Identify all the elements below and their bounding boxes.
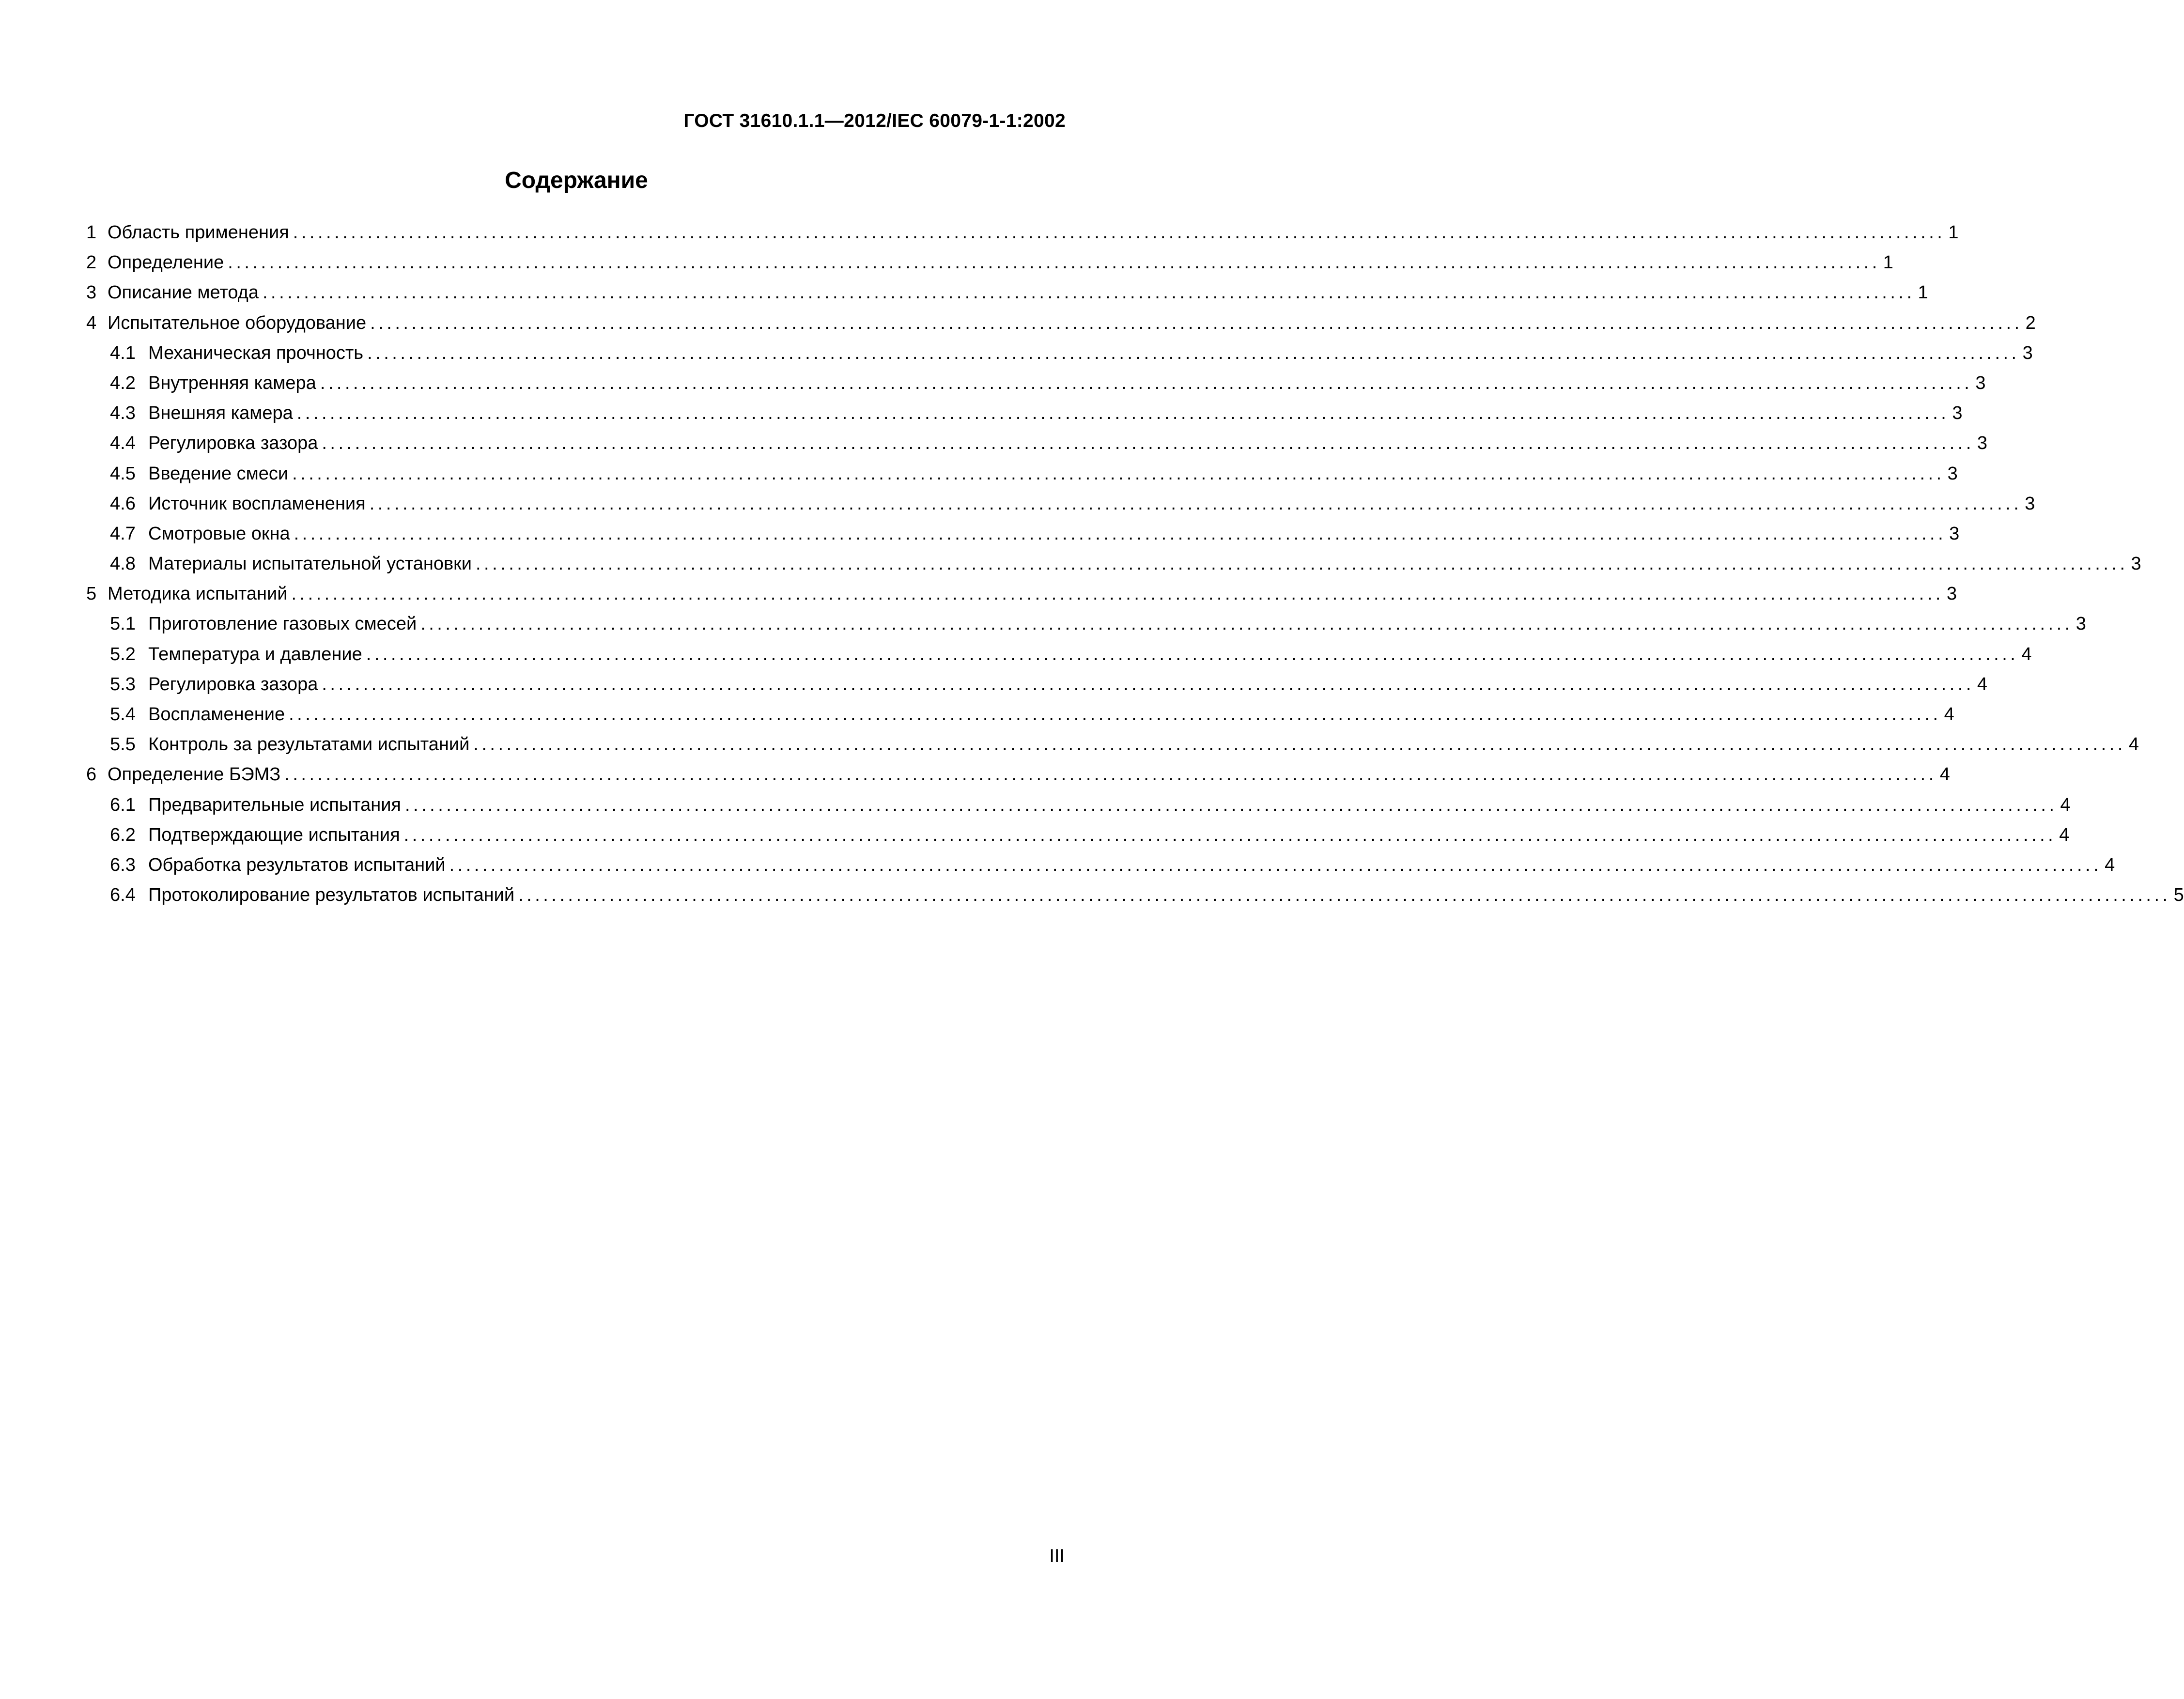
toc-entry-number: 5.3 xyxy=(110,674,136,695)
toc-entry[interactable] xyxy=(86,790,2071,820)
page-header-standard: ГОСТ 31610.1.1—2012/IEC 60079-1-1:2002 xyxy=(683,110,1066,131)
toc-entry-number: 1 xyxy=(86,222,97,243)
toc-entry[interactable] xyxy=(86,759,1950,789)
toc-leader-dots: ........................................................................................................................................................................................................ xyxy=(476,554,2128,574)
toc-entry-page: 1 xyxy=(1883,252,1893,273)
toc-entry-number: 4.7 xyxy=(110,523,136,544)
toc-list xyxy=(86,217,2184,910)
toc-entry-number: 6.2 xyxy=(110,824,136,845)
toc-entry-number: 5.4 xyxy=(110,704,136,725)
toc-leader-dots: ........................................................................................................................................................................................................ xyxy=(405,794,2058,815)
toc-entry-title: Подтверждающие испытания xyxy=(148,824,400,845)
toc-entry[interactable] xyxy=(86,459,1958,489)
toc-entry-page: 4 xyxy=(2105,854,2115,875)
toc-entry-number: 4.6 xyxy=(110,493,136,514)
toc-entry-number: 5.5 xyxy=(110,734,136,755)
toc-entry-number: 5.1 xyxy=(110,614,136,634)
toc-entry-page: 4 xyxy=(1977,674,1988,695)
toc-entry[interactable] xyxy=(86,368,1986,398)
toc-entry-title: Определение БЭМЗ xyxy=(108,764,281,785)
toc-leader-dots: ........................................................................................................................................................................................................ xyxy=(284,764,1937,785)
toc-entry-title: Внешняя камера xyxy=(148,403,293,424)
toc-entry-page: 3 xyxy=(1977,433,1988,454)
page-number: III xyxy=(1049,1546,1065,1566)
toc-entry-page: 4 xyxy=(2059,824,2070,845)
toc-entry-title: Определение xyxy=(108,252,224,273)
toc-entry-title: Источник воспламенения xyxy=(148,493,366,514)
toc-entry[interactable] xyxy=(86,338,2033,368)
toc-entry-page: 4 xyxy=(2021,644,2032,664)
toc-entry-page: 4 xyxy=(1939,764,1950,785)
toc-entry-page: 4 xyxy=(2128,734,2139,755)
toc-entry-page: 2 xyxy=(2025,312,2036,333)
toc-entry-title: Приготовление газовых смесей xyxy=(148,614,417,634)
toc-entry-title: Механическая прочность xyxy=(148,342,364,363)
toc-entry-page: 3 xyxy=(2131,554,2141,574)
toc-leader-dots: ........................................................................................................................................................................................................ xyxy=(473,734,2126,755)
toc-leader-dots: ........................................................................................................................................................................................................ xyxy=(289,704,1941,725)
toc-entry[interactable] xyxy=(86,669,1988,699)
toc-entry[interactable] xyxy=(86,217,1959,247)
toc-entry-number: 4 xyxy=(86,312,97,333)
toc-leader-dots: ........................................................................................................................................................................................................ xyxy=(322,674,1974,695)
toc-leader-dots: ........................................................................................................................................................................................................ xyxy=(291,584,1944,604)
toc-entry[interactable] xyxy=(86,519,1960,549)
toc-entry-title: Методика испытаний xyxy=(108,584,288,604)
toc-entry-number: 6 xyxy=(86,764,97,785)
toc-leader-dots: ........................................................................................................................................................................................................ xyxy=(366,644,2019,664)
toc-entry[interactable] xyxy=(86,850,2115,880)
toc-entry-title: Смотровые окна xyxy=(148,523,290,544)
toc-entry-page: 3 xyxy=(2025,493,2035,514)
toc-entry[interactable] xyxy=(86,428,1988,458)
toc-entry[interactable] xyxy=(86,549,2141,579)
toc-entry[interactable] xyxy=(86,308,2036,338)
toc-title: Содержание xyxy=(505,168,648,193)
toc-entry-title: Материалы испытательной установки xyxy=(148,554,472,574)
toc-entry-title: Температура и давление xyxy=(148,644,362,664)
toc-entry-page: 3 xyxy=(1949,523,1960,544)
toc-entry-number: 4.1 xyxy=(110,342,136,363)
toc-entry-number: 4.8 xyxy=(110,554,136,574)
toc-entry-page: 4 xyxy=(1944,704,1954,725)
toc-entry-number: 6.4 xyxy=(110,885,136,906)
toc-leader-dots: ........................................................................................................................................................................................................ xyxy=(518,885,2171,906)
toc-entry-title: Внутренняя камера xyxy=(148,372,316,393)
toc-entry[interactable] xyxy=(86,278,1928,308)
toc-entry-title: Регулировка зазора xyxy=(148,674,318,695)
toc-entry[interactable] xyxy=(86,489,2035,519)
toc-entry[interactable] xyxy=(86,880,2184,910)
toc-leader-dots: ........................................................................................................................................................................................................ xyxy=(322,433,1974,454)
toc-entry[interactable] xyxy=(86,639,2032,669)
toc-entry-number: 5.2 xyxy=(110,644,136,664)
toc-entry-title: Введение смеси xyxy=(148,463,289,484)
toc-entry[interactable] xyxy=(86,398,1963,428)
toc-entry-page: 3 xyxy=(1947,463,1958,484)
toc-leader-dots: ........................................................................................................................................................................................................ xyxy=(320,372,1973,393)
toc-entry-number: 4.4 xyxy=(110,433,136,454)
toc-leader-dots: ........................................................................................................................................................................................................ xyxy=(292,463,1945,484)
toc-entry-number: 4.3 xyxy=(110,403,136,424)
toc-entry[interactable] xyxy=(86,699,1954,729)
toc-entry-page: 1 xyxy=(1918,282,1928,303)
toc-leader-dots: ........................................................................................................................................................................................................ xyxy=(420,614,2073,634)
toc-entry-number: 2 xyxy=(86,252,97,273)
toc-entry-number: 3 xyxy=(86,282,97,303)
toc-entry-page: 1 xyxy=(1948,222,1959,243)
toc-entry-title: Предварительные испытания xyxy=(148,794,401,815)
toc-entry-title: Протоколирование результатов испытаний xyxy=(148,885,515,906)
toc-entry-title: Воспламенение xyxy=(148,704,285,725)
toc-entry-page: 3 xyxy=(2076,614,2086,634)
toc-leader-dots: ........................................................................................................................................................................................................ xyxy=(370,312,2023,333)
toc-entry-page: 3 xyxy=(2022,342,2033,363)
toc-entry-number: 6.1 xyxy=(110,794,136,815)
toc-entry-title: Область применения xyxy=(108,222,289,243)
toc-leader-dots: ........................................................................................................................................................................................................ xyxy=(296,403,1950,424)
toc-leader-dots: ........................................................................................................................................................................................................ xyxy=(403,824,2057,845)
toc-leader-dots: ........................................................................................................................................................................................................ xyxy=(449,854,2102,875)
toc-entry-title: Регулировка зазора xyxy=(148,433,318,454)
toc-leader-dots: ........................................................................................................................................................................................................ xyxy=(293,222,1946,243)
toc-entry[interactable] xyxy=(86,247,1893,278)
toc-entry[interactable] xyxy=(86,820,2070,850)
toc-entry-page: 5 xyxy=(2173,885,2184,906)
toc-entry-title: Описание метода xyxy=(108,282,259,303)
toc-leader-dots: ........................................................................................................................................................................................................ xyxy=(367,342,2020,363)
toc-entry[interactable] xyxy=(86,579,1957,609)
toc-entry[interactable] xyxy=(86,729,2139,759)
toc-leader-dots: ........................................................................................................................................................................................................ xyxy=(369,493,2022,514)
toc-entry-page: 3 xyxy=(1946,584,1957,604)
toc-entry-number: 4.5 xyxy=(110,463,136,484)
toc-entry-number: 5 xyxy=(86,584,97,604)
toc-entry-title: Обработка результатов испытаний xyxy=(148,854,446,875)
toc-entry-number: 6.3 xyxy=(110,854,136,875)
toc-entry-title: Контроль за результатами испытаний xyxy=(148,734,470,755)
toc-entry[interactable] xyxy=(86,609,2086,639)
toc-entry-number: 4.2 xyxy=(110,372,136,393)
toc-entry-page: 3 xyxy=(1952,403,1963,424)
toc-leader-dots: ........................................................................................................................................................................................................ xyxy=(294,523,1947,544)
toc-leader-dots: ........................................................................................................................................................................................................ xyxy=(228,252,1880,273)
toc-entry-title: Испытательное оборудование xyxy=(108,312,367,333)
toc-entry-page: 3 xyxy=(1975,372,1986,393)
toc-leader-dots: ........................................................................................................................................................................................................ xyxy=(262,282,1915,303)
toc-entry-page: 4 xyxy=(2060,794,2071,815)
